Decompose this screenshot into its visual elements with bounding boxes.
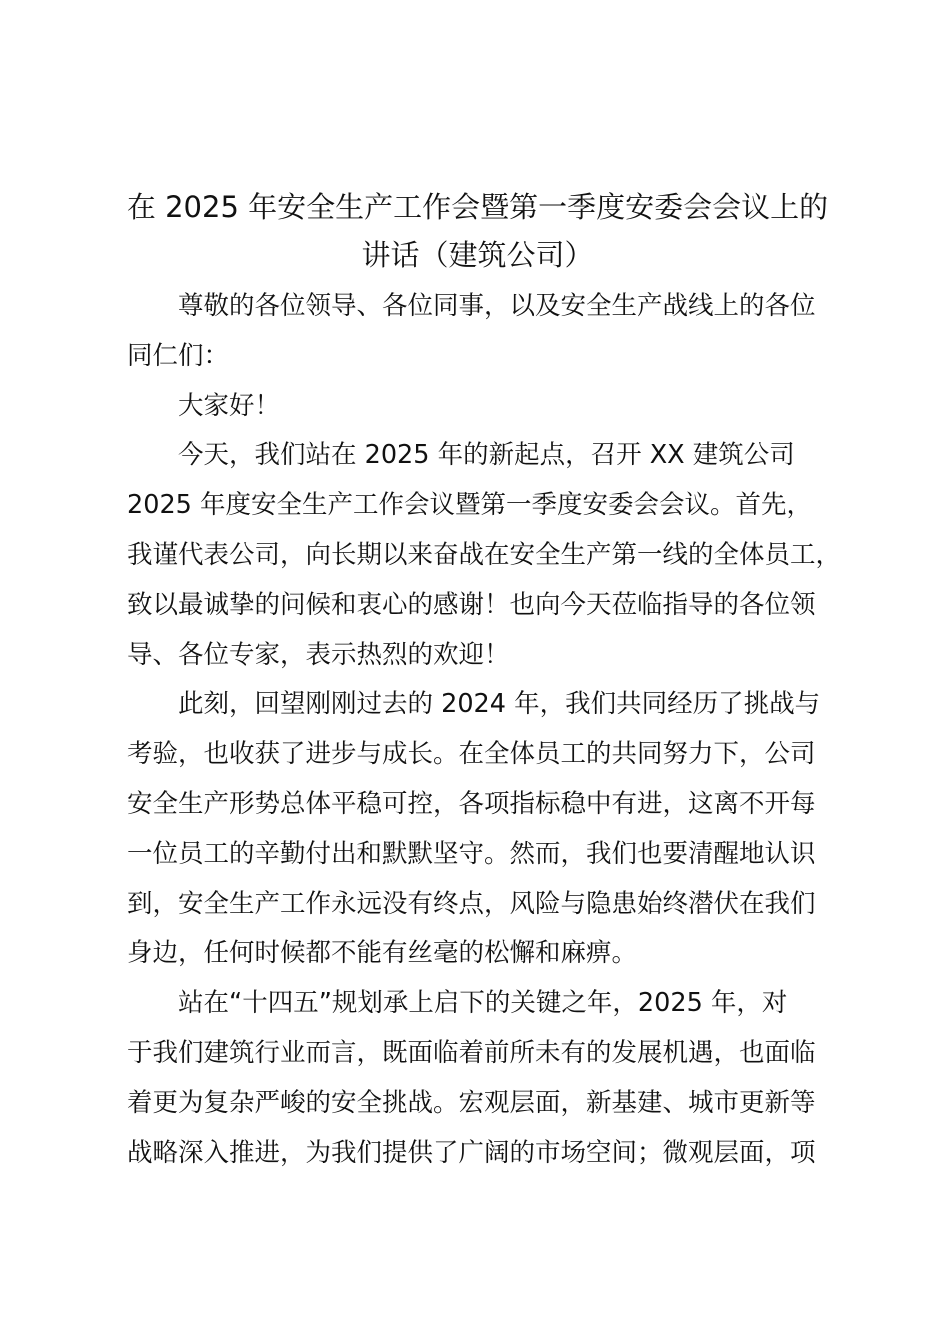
text-line: 导、各位专家，表示热烈的欢迎！ [127, 639, 510, 670]
text-line: 站在“十四五”规划承上启下的关键之年，2025 年，对 [178, 988, 788, 1019]
text-line: 我谨代表公司，向长期以来奋战在安全生产第一线的全体员工， [127, 539, 842, 570]
document-title [110, 183, 845, 279]
paragraph-review [127, 680, 862, 979]
text-line: 于我们建筑行业而言，既面临着前所未有的发展机遇，也面临 [127, 1037, 816, 1068]
text-line: 身边，任何时候都不能有丝毫的松懈和麻痹。 [127, 938, 638, 969]
paragraph-outlook [127, 979, 862, 1178]
text-line: 战略深入推进，为我们提供了广阔的市场空间；微观层面，项 [127, 1137, 816, 1168]
text-line: 考验，也收获了进步与成长。在全体员工的共同努力下，公司 [127, 739, 816, 770]
text-line: 致以最诚挚的问候和衷心的感谢！也向今天莅临指导的各位领 [127, 589, 816, 620]
text-line: 一位员工的辛勤付出和默默坚守。然而，我们也要清醒地认识 [127, 838, 816, 869]
text-line: 今天，我们站在 2025 年的新起点，召开 XX 建筑公司 [178, 440, 795, 471]
text-line: 尊敬的各位领导、各位同事，以及安全生产战线上的各位 [178, 291, 816, 321]
text-line: 同仁们： [127, 340, 230, 371]
document-body [127, 282, 862, 1178]
text-line: 大家好！ [178, 390, 281, 421]
text-line: 2025 年度安全生产工作会议暨第一季度安委会会议。首先， [127, 490, 813, 521]
text-line: 到，安全生产工作永远没有终点，风险与隐患始终潜伏在我们 [127, 888, 816, 919]
paragraph-opening [127, 431, 862, 680]
title-line: 讲话（建筑公司） [361, 238, 594, 272]
title-line: 在 2025 年安全生产工作会暨第一季度安委会会议上的 [126, 190, 829, 224]
text-line: 安全生产形势总体平稳可控，各项指标稳中有进，这离不开每 [127, 788, 816, 819]
paragraph-salutation [127, 282, 862, 382]
text-line: 此刻，回望刚刚过去的 2024 年，我们共同经历了挑战与 [178, 689, 821, 720]
paragraph-greeting [127, 382, 862, 432]
text-line: 着更为复杂严峻的安全挑战。宏观层面，新基建、城市更新等 [127, 1087, 816, 1118]
